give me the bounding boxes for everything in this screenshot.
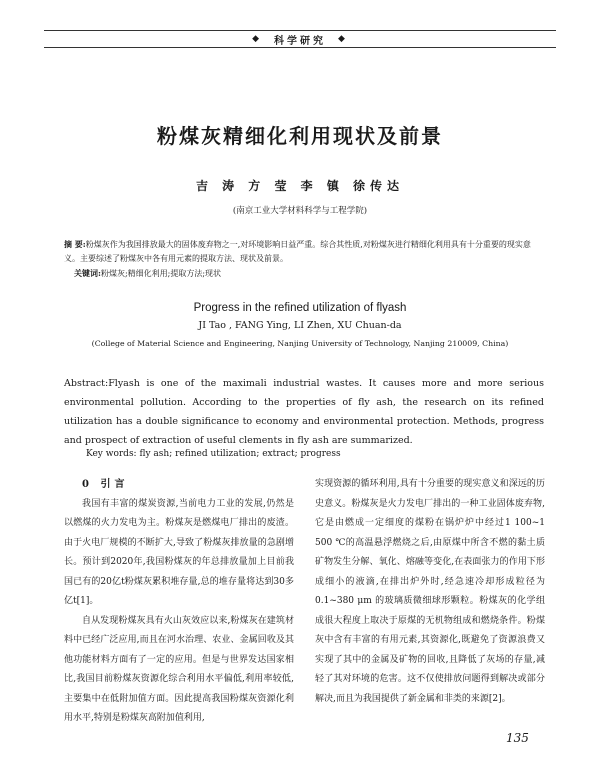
abstract-english [64,374,544,450]
body-paragraph: 自从发现粉煤灰具有火山灰效应以来,粉煤灰在建筑材料中已经广泛应用,而且在河水治理、农业、金属回收及其他功能材料方面有了一定的应用。但是与世界发达国家相比,我国目前粉煤灰资源化综合利用水平偏低,利用率较低,主要集中在低附加值方面。因此提高我国粉煤灰资源化利用水平,特别是粉煤灰高附加值利用, [64,615,294,723]
affiliation-english: (College of Material Science and Engineering, Nanjing University of Technology, Nanjing 210009, China) [91,339,509,348]
body-paragraph: 实现资源的循环利用,具有十分重要的现实意义和深远的历史意义。粉煤灰是火力发电厂排出的一种工业固体废弃物,它是由燃成一定细度的煤粉在锅炉炉中经过1 100~1 500 ℃的高温悬浮燃烧之后,由原煤中所含不燃的黏土质矿物发生分解、氧化、熔融等变化,在表面张力的作用下形成细小的液滴,在排出炉外时,经急速冷却形成粒径为 0.1~380 μm 的玻璃质微细球形颗粒。粉煤灰的化学组成很大程度上取决于原煤的无机物组成和燃烧条件。粉煤灰中含有丰富的有用元素,其资源化,既避免了资源浪费又实现了其中的金属及矿物的回收,且降低了灰场的存量,减轻了其对环境的危害。这不仅使排放问题得到解决或部分解决,而且为我国提供了新金属和非类的来源[2]。 [315,479,545,704]
body-paragraph: 我国有丰富的煤炭资源,当前电力工业的发展,仍然是以燃煤的火力发电为主。粉煤灰是燃煤电厂排出的废渣。由于火电厂规模的不断扩大,导致了粉煤灰排放量的急剧增长。预计到2020年,我国粉煤灰的年总排放量加上目前我国已有的20亿t粉煤灰累积堆存量,总的堆存量将达到30多亿t[1]。 [64,498,294,606]
abstract-cn-label: 摘 要: [64,239,86,249]
affiliation-chinese: (南京工业大学材料科学与工程学院) [232,206,368,216]
article-title-english: Progress in the refined utilization of flyash [193,302,407,314]
diamond-icon: ◆ [252,34,262,44]
body-column-left [64,475,294,729]
section-heading-introduction: 0 引言 [82,479,129,490]
keywords-en-text: fly ash; refined utilization; extract; progress [139,449,341,459]
keywords-chinese [74,267,544,280]
keywords-cn-text: 粉煤灰;精细化利用;提取方法;现状 [100,269,222,278]
abstract-cn-text: 粉煤灰作为我国排放最大的固体废弃物之一,对环境影响日益严重。综合其性质,对粉煤灰进行精细化利用具有十分重要的现实意义。主要综述了粉煤灰中各有用元素的提取方法、现状及前景。 [64,240,531,263]
authors-chinese: 吉 涛 方 莹 李 镇 徐传达 [195,179,405,193]
keywords-cn-label: 关键词: [74,268,101,278]
keywords-en-label: Key words: [86,449,137,459]
body-column-right [315,475,545,709]
keywords-english [86,448,546,460]
journal-header-band [44,30,556,48]
abstract-chinese [64,237,542,266]
authors-english: JI Tao , FANG Ying, LI Zhen, XU Chuan-da [198,320,402,331]
diamond-icon: ◆ [338,34,348,44]
journal-section-label: 科学研究 [274,35,326,47]
page-number: 135 [506,731,529,745]
article-title: 粉煤灰精细化利用现状及前景 [157,124,443,148]
abstract-en-text: Flyash is one of the maximali industrial wastes. It causes more and more serious environmental pollution. According to the properties of fly ash, the research on its refined utilization has a double significance to economy and environmental protection. Methods, progress and prospect of extraction of useful clements in fly ash are summarized. [64,378,544,446]
abstract-en-label: Abstract: [64,378,109,389]
